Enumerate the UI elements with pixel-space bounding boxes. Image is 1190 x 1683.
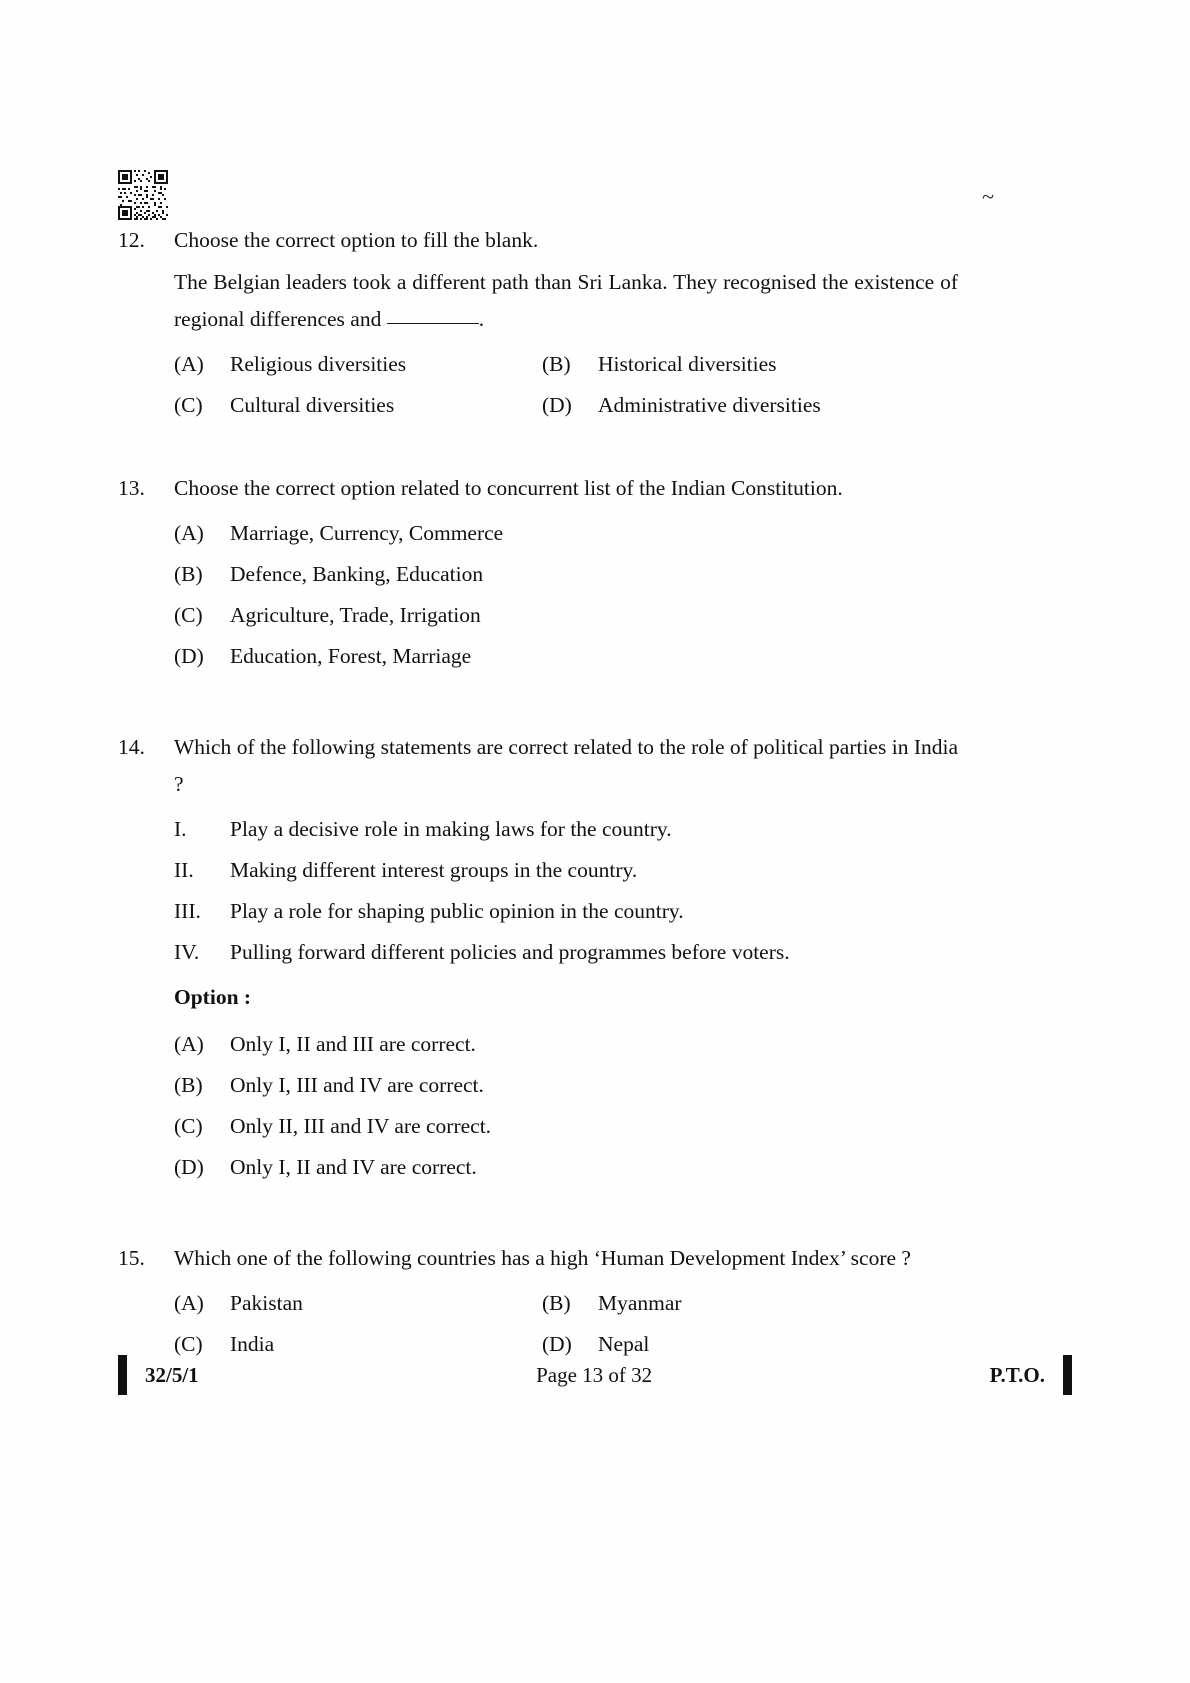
statement-text: Play a role for shaping public opinion in the country. [230, 899, 684, 923]
footer-right-bar [1063, 1355, 1072, 1395]
option-row [174, 1147, 958, 1188]
option-a[interactable] [174, 344, 542, 385]
statement-key: I. [174, 817, 187, 841]
question-number: 15. [118, 1246, 145, 1270]
options-list [174, 344, 958, 426]
question-stem: Which of the following statements are correct related to the role of political parties in India ? [174, 735, 958, 796]
page-footer [118, 1355, 1072, 1395]
option-d[interactable] [174, 1147, 958, 1188]
option-a[interactable] [174, 1283, 542, 1324]
question-number: 12. [118, 228, 145, 252]
option-text: Only I, II and III are correct. [230, 1032, 476, 1056]
option-row [174, 513, 958, 554]
option-c[interactable] [174, 385, 542, 426]
statements-list [174, 809, 958, 973]
option-d[interactable] [542, 385, 910, 426]
option-text: Myanmar [598, 1291, 682, 1315]
sub-stem-text-after-blank: . [478, 307, 485, 331]
option-text: Education, Forest, Marriage [230, 644, 472, 668]
option-key: (C) [174, 1332, 203, 1356]
statement-text: Pulling forward different policies and programmes before voters. [230, 940, 790, 964]
questions-container [118, 222, 958, 1365]
option-row [174, 1024, 958, 1065]
statement-text: Play a decisive role in making laws for the country. [230, 817, 672, 841]
option-a[interactable] [174, 1024, 958, 1065]
statement-i [174, 809, 958, 850]
option-c[interactable] [174, 595, 958, 636]
option-row [174, 636, 958, 677]
option-text: Nepal [598, 1332, 650, 1356]
tilde-mark: ~ [982, 184, 994, 209]
options-list [174, 513, 958, 677]
question-stem: Which one of the following countries has a high ‘Human Development Index’ score ? [174, 1246, 911, 1270]
option-key: (B) [174, 562, 203, 586]
option-row [174, 385, 958, 426]
statement-ii [174, 850, 958, 891]
sub-stem-text-before-blank: The Belgian leaders took a different path than Sri Lanka. They recognised the existence of regional differences and [174, 270, 958, 331]
question-12 [118, 222, 958, 426]
option-key: (A) [174, 1291, 204, 1315]
option-c[interactable] [174, 1106, 958, 1147]
question-14 [118, 729, 958, 1188]
statement-text: Making different interest groups in the country. [230, 858, 638, 882]
option-key: (D) [174, 644, 204, 668]
statement-iv [174, 932, 958, 973]
spacer [118, 1188, 958, 1240]
question-sub-stem [174, 264, 958, 338]
question-stem: Choose the correct option related to concurrent list of the Indian Constitution. [174, 476, 843, 500]
statement-key: IV. [174, 940, 200, 964]
option-text: Only I, III and IV are correct. [230, 1073, 484, 1097]
question-body [174, 1240, 958, 1365]
footer-left-bar [118, 1355, 127, 1395]
paper-code: 32/5/1 [145, 1362, 199, 1387]
option-row [174, 1283, 958, 1324]
statement-key: III. [174, 899, 201, 923]
option-key: (D) [542, 1332, 572, 1356]
option-text: Cultural diversities [230, 393, 395, 417]
question-number: 13. [118, 476, 145, 500]
option-key: (D) [542, 393, 572, 417]
option-text: Defence, Banking, Education [230, 562, 484, 586]
option-text: Marriage, Currency, Commerce [230, 521, 504, 545]
option-row [174, 1065, 958, 1106]
option-a[interactable] [174, 513, 958, 554]
qr-code-icon [118, 170, 168, 220]
page-number: Page 13 of 32 [536, 1362, 653, 1387]
option-key: (C) [174, 1114, 203, 1138]
option-text: Historical diversities [598, 352, 777, 376]
statement-iii [174, 891, 958, 932]
option-text: Only II, III and IV are correct. [230, 1114, 492, 1138]
option-row [174, 1106, 958, 1147]
option-heading: Option : [174, 985, 252, 1009]
statement-key: II. [174, 858, 194, 882]
option-key: (A) [174, 1032, 204, 1056]
option-row [174, 554, 958, 595]
options-list [174, 1283, 958, 1365]
option-b[interactable] [542, 1283, 910, 1324]
option-text: Religious diversities [230, 352, 407, 376]
question-number: 14. [118, 735, 145, 759]
option-key: (D) [174, 1155, 204, 1179]
option-b[interactable] [174, 1065, 958, 1106]
option-b[interactable] [174, 554, 958, 595]
spacer [118, 677, 958, 729]
option-key: (C) [174, 603, 203, 627]
option-key: (A) [174, 521, 204, 545]
option-text: Only I, II and IV are correct. [230, 1155, 477, 1179]
option-row [174, 344, 958, 385]
option-text: Pakistan [230, 1291, 303, 1315]
option-text: Administrative diversities [598, 393, 821, 417]
option-b[interactable] [542, 344, 910, 385]
spacer [118, 426, 958, 470]
fill-in-blank [387, 323, 479, 324]
option-key: (A) [174, 352, 204, 376]
pto-label: P.T.O. [989, 1362, 1045, 1387]
option-d[interactable] [174, 636, 958, 677]
option-key: (C) [174, 393, 203, 417]
question-body [174, 470, 958, 677]
option-key: (B) [542, 352, 571, 376]
question-body [174, 222, 958, 426]
option-row [174, 595, 958, 636]
option-key: (B) [174, 1073, 203, 1097]
option-text: India [230, 1332, 275, 1356]
question-13 [118, 470, 958, 677]
option-key: (B) [542, 1291, 571, 1315]
question-15 [118, 1240, 958, 1365]
question-body [174, 729, 958, 1188]
question-stem: Choose the correct option to fill the blank. [174, 228, 539, 252]
option-text: Agriculture, Trade, Irrigation [230, 603, 481, 627]
options-list [174, 1024, 958, 1188]
